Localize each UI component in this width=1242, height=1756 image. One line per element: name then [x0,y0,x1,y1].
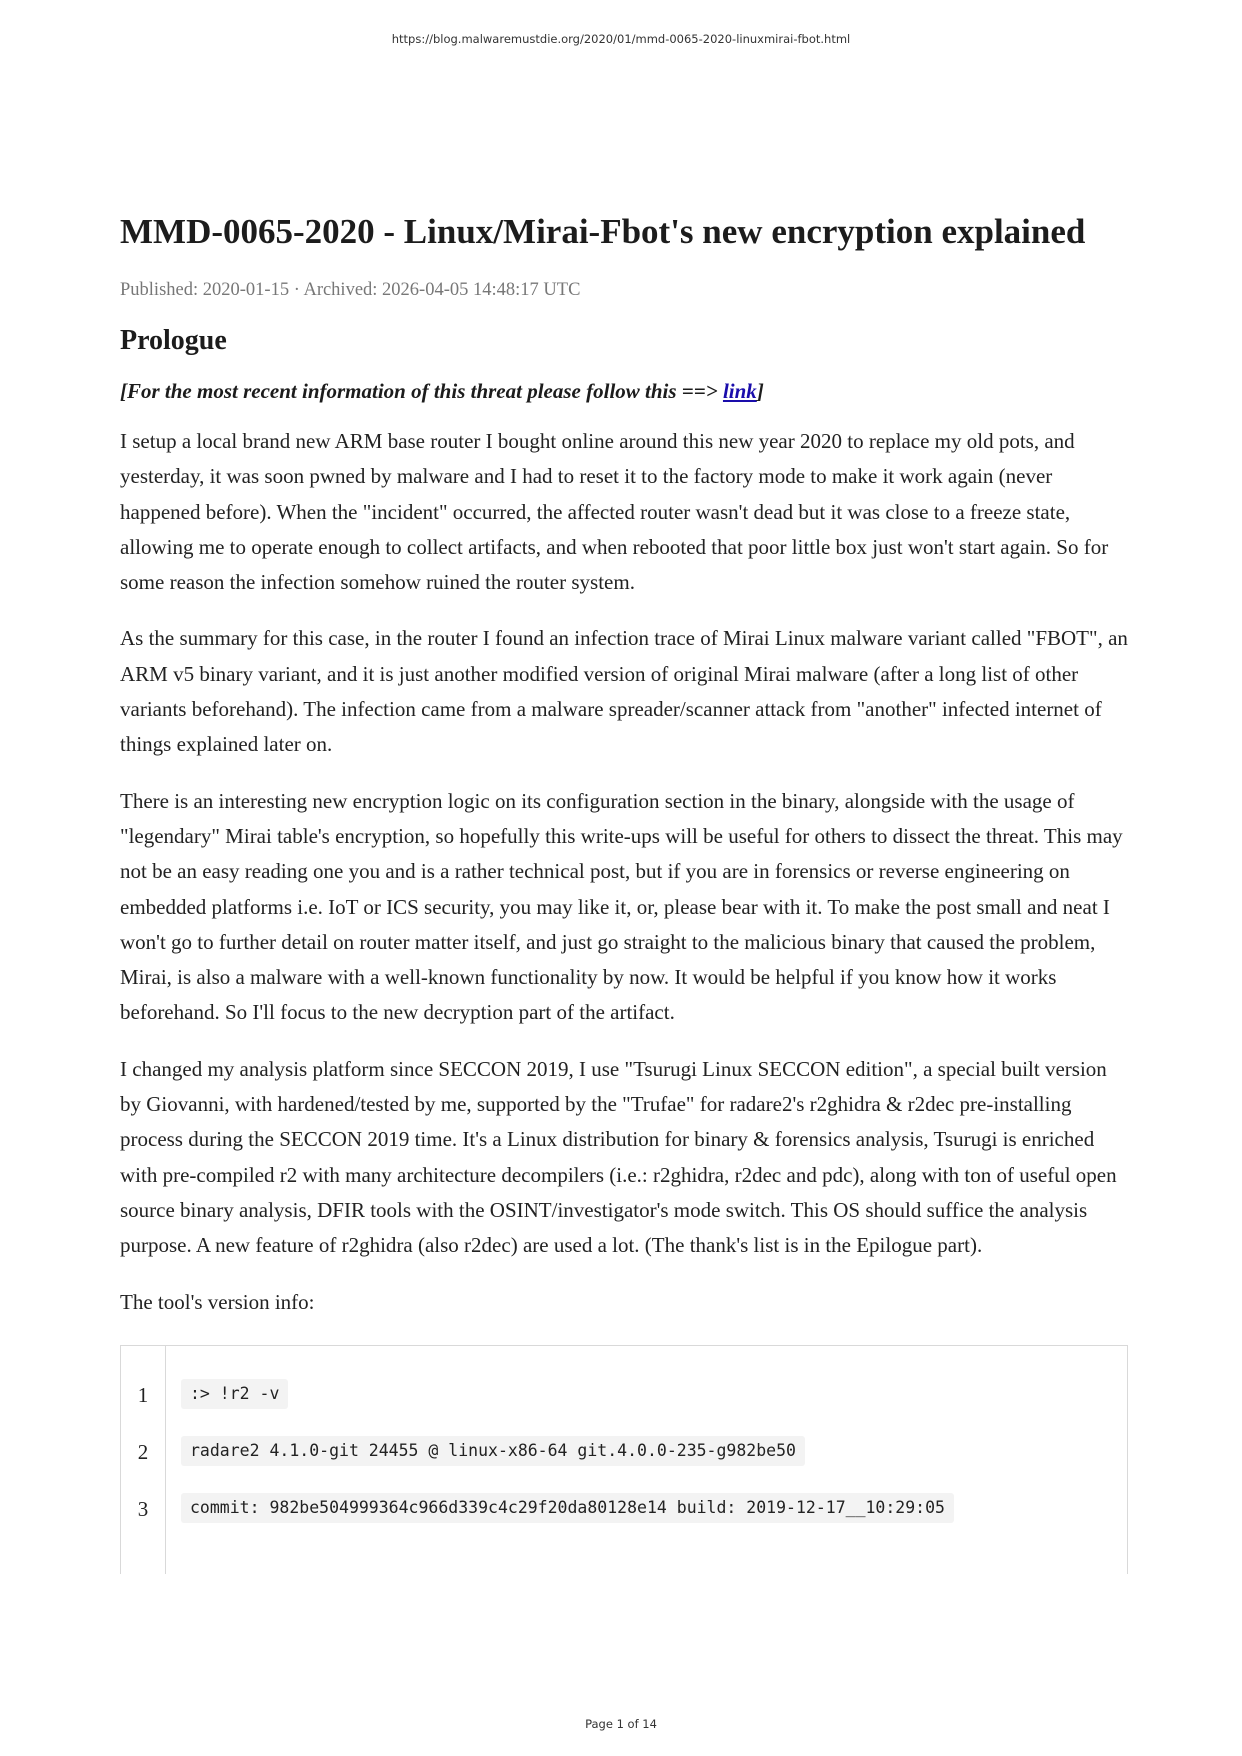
publish-meta: Published: 2020-01-15 · Archived: 2026-04-05 14:48:17 UTC [120,280,581,300]
page-url: https://blog.malwaremustdie.org/2020/01/mmd-0065-2020-linuxmirai-fbot.html [391,32,851,46]
paragraph-3: There is an interesting new encryption logic on its configuration section in the binary, alongside with the usage of "legendary" Mirai table's encryption, so hopefully this write-ups will be useful for others to dissect the threat. This may not be an easy reading one you and is a rather technical post, but if you are in forensics or reverse engineering on embedded platforms i.e. IoT or ICS security, you may like it, or, please bear with it. To make the post small and neat I won't go to further detail on router matter itself, and just go straight to the malicious binary that caused the problem, Mirai, is also a malware with a well-known functionality by now. It would be helpful if you know how it works beforehand. So I'll focus to the new decryption part of the artifact. [120,788,1123,1025]
line-number: 1 [137,1382,149,1407]
section-heading-prologue: Prologue [120,325,227,356]
code-text: :> !r2 -v [181,1379,288,1409]
code-text: radare2 4.1.0-git 24455 @ linux-x86-64 git.4.0.0-235-g982be50 [181,1436,805,1466]
recent-info-link[interactable]: link [722,379,757,403]
paragraph-2: As the summary for this case, in the router I found an infection trace of Mirai Linux malware variant called "FBOT", an ARM v5 binary variant, and it is just another modified version of original Mirai malware (after a long list of other variants beforehand). The infection came from a malware spreader/scanner attack from "another" infected internet of things explained later on. [120,626,1128,757]
code-line [121,1436,1127,1468]
code-line [121,1493,1127,1525]
paragraph-tool-version: The tool's version info: [120,1289,315,1314]
paragraph-4: I changed my analysis platform since SECCON 2019, I use "Tsurugi Linux SECCON edition", a special built version by Giovanni, with hardened/tested by me, supported by the "Trufae" for radare2's r2ghidra & r2dec pre-installing process during the SECCON 2019 time. It's a Linux distribution for binary & forensics analysis, Tsurugi is enriched with pre-compiled r2 with many architecture decompilers (i.e.: r2ghidra, r2dec and pdc), along with ton of useful open source binary analysis, DFIR tools with the OSINT/investigator's mode switch. This OS should suffice the analysis purpose. A new feature of r2ghidra (also r2dec) are used a lot. (The thank's list is in the Epilogue part). [120,1056,1117,1258]
page-number: Page 1 of 14 [585,1717,657,1731]
note-suffix: ] [756,379,764,403]
note-prefix: [For the most recent information of this threat please follow this ==> [120,379,723,403]
line-number: 2 [137,1439,149,1464]
line-number: 3 [137,1496,149,1521]
code-text: commit: 982be504999364c966d339c4c29f20da80128e14 build: 2019-12-17__10:29:05 [181,1493,954,1523]
recent-info-note [120,379,1128,404]
paragraph-1: I setup a local brand new ARM base router I bought online around this new year 2020 to replace my old pots, and yesterday, it was soon pwned by malware and I had to reset it to the factory mode to make it work again (never happened before). When the "incident" occurred, the affected router wasn't dead but it was close to a freeze state, allowing me to operate enough to collect artifacts, and when rebooted that poor little box just won't start again. So for some reason the infection somehow ruined the router system. [120,429,1109,595]
article-title: MMD-0065-2020 - Linux/Mirai-Fbot's new encryption explained [120,212,1086,251]
code-block [120,1345,1128,1574]
code-line [121,1379,1127,1411]
article [120,210,1128,1574]
